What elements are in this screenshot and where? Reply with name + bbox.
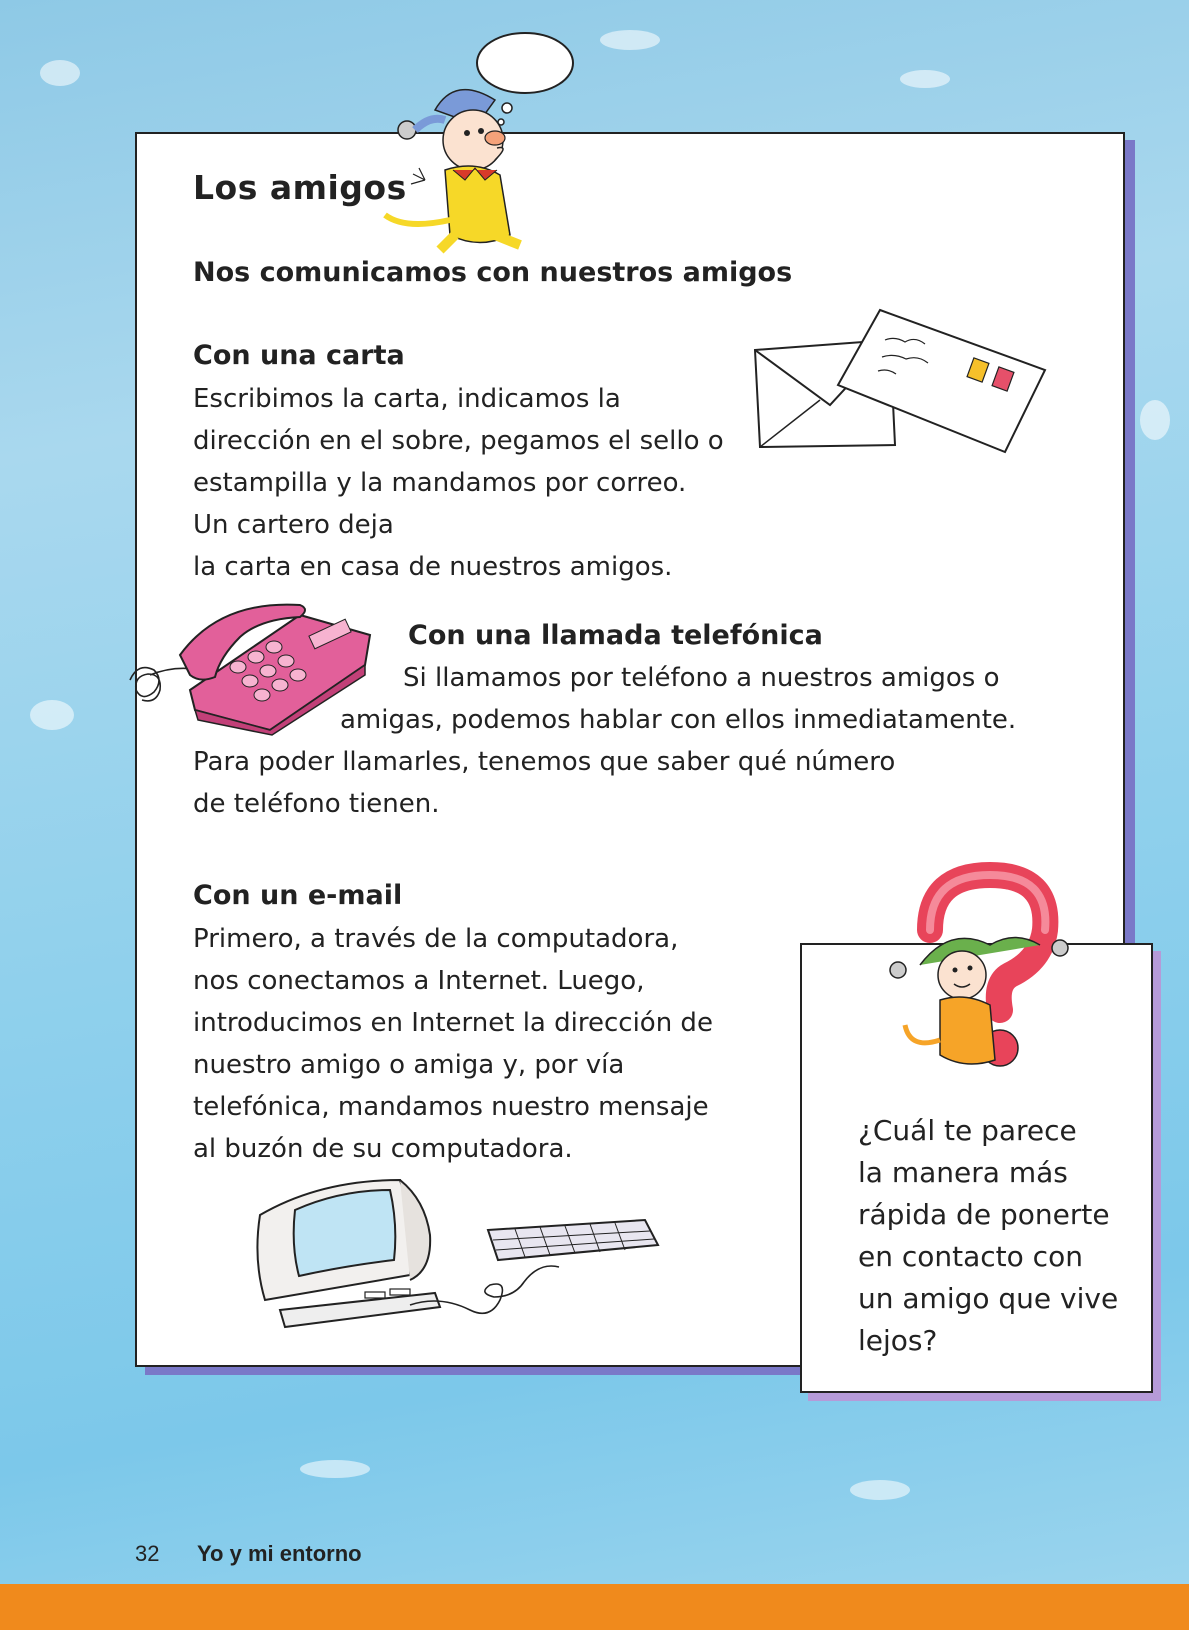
question-text bbox=[858, 1110, 1118, 1362]
text-line: estampilla y la mandamos por correo. bbox=[193, 468, 687, 498]
text-line: introducimos en Internet la dirección de bbox=[193, 1008, 713, 1038]
computer-icon bbox=[250, 1175, 680, 1345]
background-sparkle bbox=[600, 30, 660, 50]
text-line: nuestro amigo o amiga y, por vía bbox=[193, 1050, 625, 1080]
text-line: la manera más bbox=[858, 1156, 1068, 1189]
text-line: nos conectamos a Internet. Luego, bbox=[193, 966, 645, 996]
page-title: Los amigos bbox=[193, 168, 407, 207]
section-body-letter bbox=[193, 378, 724, 588]
text-line: Primero, a través de la computadora, bbox=[193, 924, 679, 954]
section-body-phone-line-4: de teléfono tienen. bbox=[193, 789, 440, 819]
text-line: Escribimos la carta, indicamos la bbox=[193, 384, 621, 414]
section-body-phone-line-2: amigas, podemos hablar con ellos inmediatamente. bbox=[340, 705, 1017, 735]
page-subtitle: Nos comunicamos con nuestros amigos bbox=[193, 257, 793, 288]
text-line: ¿Cuál te parece bbox=[858, 1114, 1077, 1147]
book-title-text: Yo y mi entorno bbox=[197, 1541, 362, 1566]
text-line: rápida de ponerte bbox=[858, 1198, 1110, 1231]
background-sparkle bbox=[850, 1480, 910, 1500]
text-line: al buzón de su computadora. bbox=[193, 1134, 573, 1164]
text-line: Un cartero deja bbox=[193, 510, 394, 540]
text-line: dirección en el sobre, pegamos el sello o bbox=[193, 426, 724, 456]
section-body-email bbox=[193, 918, 713, 1170]
text-line: telefónica, mandamos nuestro mensaje bbox=[193, 1092, 709, 1122]
section-body-phone-line-1: Si llamamos por teléfono a nuestros amigos o bbox=[403, 663, 1000, 693]
background-sparkle bbox=[900, 70, 950, 88]
page-number: 32 bbox=[135, 1541, 160, 1566]
envelope-icon bbox=[750, 305, 1050, 465]
jester-question-mark-icon bbox=[890, 870, 1100, 1080]
background-sparkle bbox=[30, 700, 74, 730]
section-body-phone-line-3: Para poder llamarles, tenemos que saber qué número bbox=[193, 747, 896, 777]
section-heading-phone: Con una llamada telefónica bbox=[408, 620, 823, 651]
background-sparkle bbox=[300, 1460, 370, 1478]
section-heading-email: Con un e-mail bbox=[193, 880, 403, 911]
background-sparkle bbox=[40, 60, 80, 86]
text-line: lejos? bbox=[858, 1324, 938, 1357]
text-line: la carta en casa de nuestros amigos. bbox=[193, 552, 673, 582]
footer-bar bbox=[0, 1584, 1189, 1630]
book-title bbox=[197, 1541, 362, 1567]
jester-thinking-icon bbox=[385, 30, 585, 260]
text-line: en contacto con bbox=[858, 1240, 1083, 1273]
section-heading-letter: Con una carta bbox=[193, 340, 405, 371]
text-line: un amigo que vive bbox=[858, 1282, 1119, 1315]
background-sparkle bbox=[1140, 400, 1170, 440]
